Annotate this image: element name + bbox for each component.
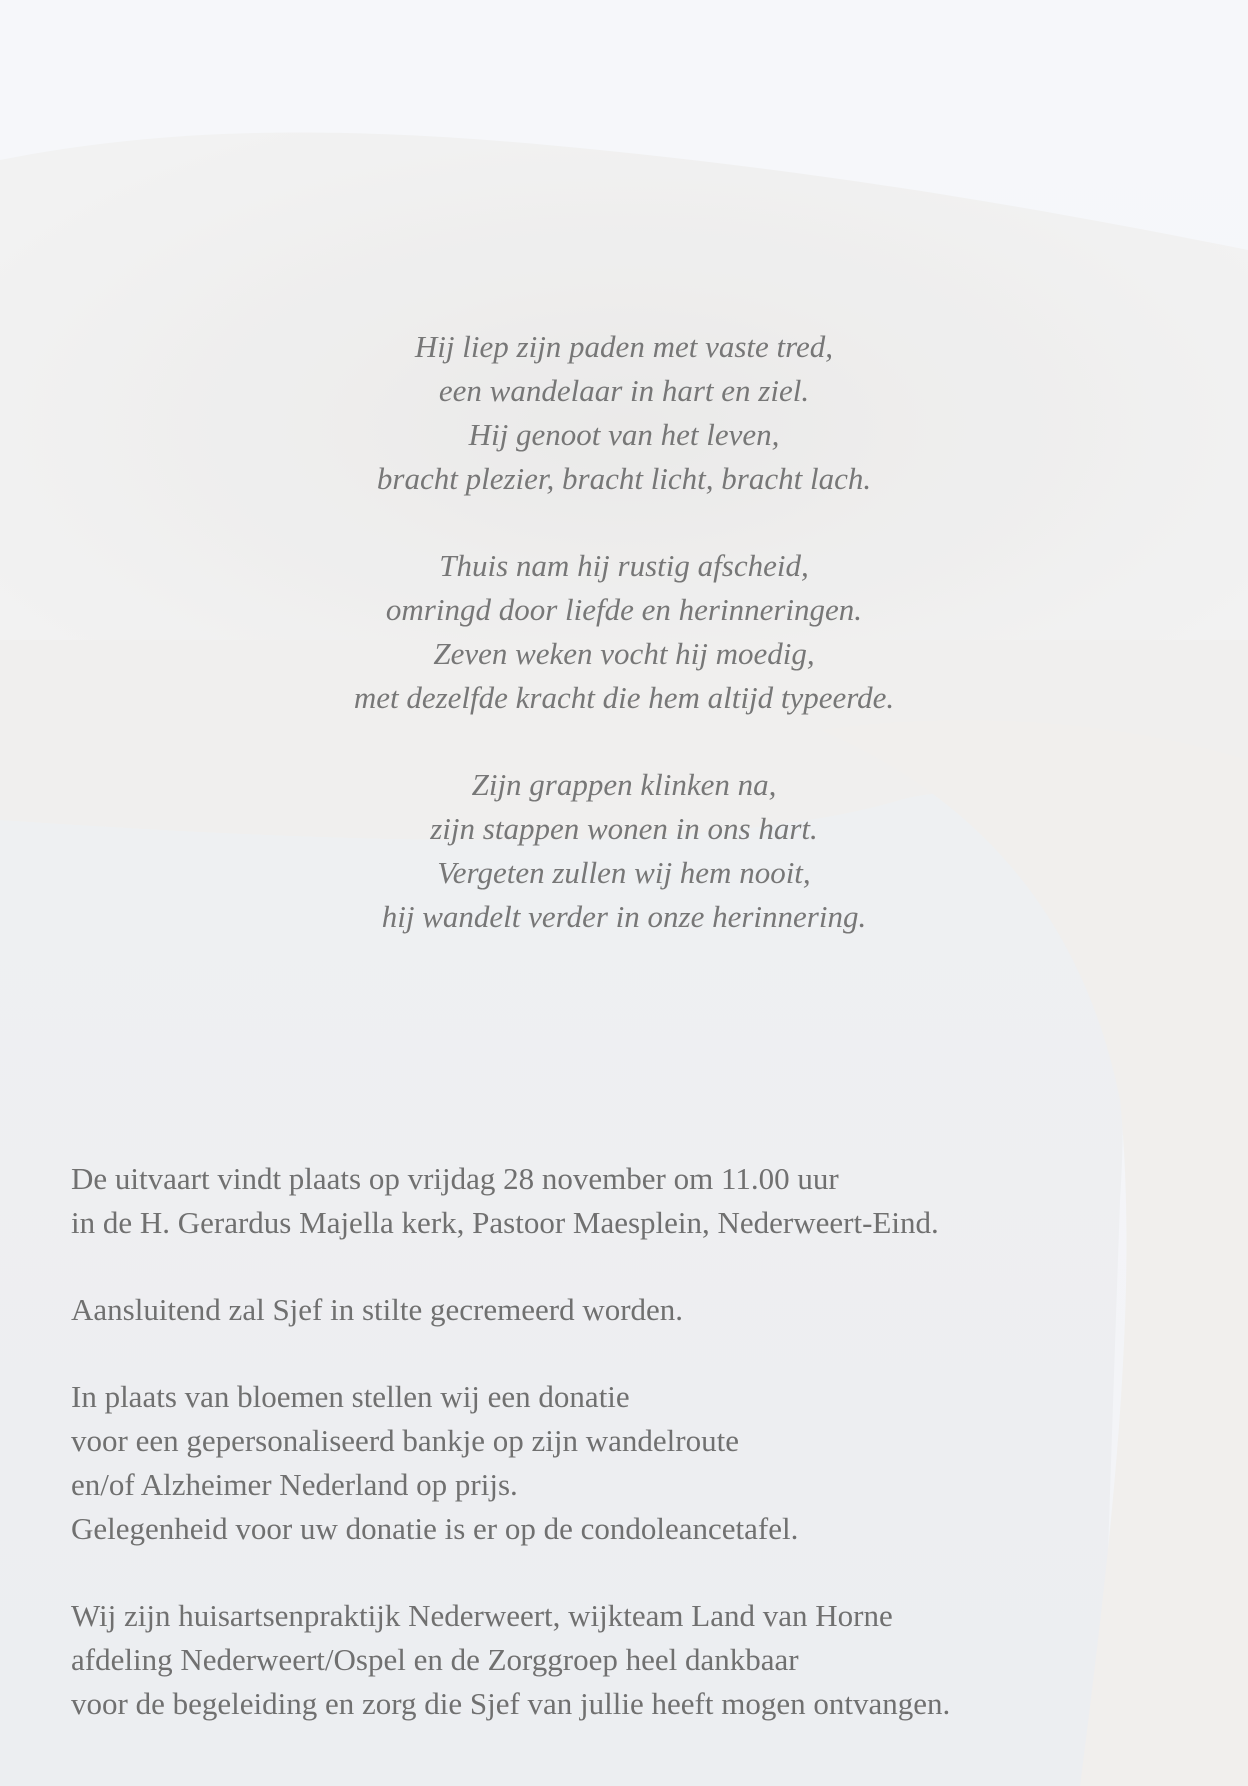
funeral-information (71, 1157, 1191, 1769)
info-line: voor een gepersonaliseerd bankje op zijn wandelroute (71, 1423, 739, 1458)
info-line: In plaats van bloemen stellen wij een donatie (71, 1379, 630, 1414)
poem-line: met dezelfde kracht die hem altijd typeerde. (353, 680, 895, 715)
memorial-poem (0, 325, 1248, 982)
poem-line: Hij liep zijn paden met vaste tred, (414, 329, 834, 364)
info-line: voor de begeleiding en zorg die Sjef van jullie heeft mogen ontvangen. (71, 1686, 951, 1721)
poem-line: omringd door liefde en herinneringen. (385, 592, 863, 627)
donation-paragraph (71, 1375, 1191, 1551)
info-line: in de H. Gerardus Majella kerk, Pastoor Maesplein, Nederweert-Eind. (71, 1205, 939, 1240)
poem-stanza (0, 544, 1248, 720)
poem-line: Vergeten zullen wij hem nooit, (437, 855, 811, 890)
poem-line: Zijn grappen klinken na, (471, 767, 777, 802)
info-line: afdeling Nederweert/Ospel en de Zorggroep heel dankbaar (71, 1642, 799, 1677)
poem-line: Zeven weken vocht hij moedig, (433, 636, 815, 671)
funeral-details-paragraph (71, 1157, 1191, 1245)
poem-stanza (0, 763, 1248, 939)
poem-line: Hij genoot van het leven, (468, 417, 780, 452)
info-line: De uitvaart vindt plaats op vrijdag 28 november om 11.00 uur (71, 1161, 839, 1196)
poem-line: zijn stappen wonen in ons hart. (430, 811, 818, 846)
poem-line: bracht plezier, bracht licht, bracht lach. (376, 461, 872, 496)
poem-stanza (0, 325, 1248, 501)
info-line: Gelegenheid voor uw donatie is er op de condoleancetafel. (71, 1511, 799, 1546)
poem-line: hij wandelt verder in onze herinnering. (381, 899, 867, 934)
info-line: en/of Alzheimer Nederland op prijs. (71, 1467, 518, 1502)
cremation-paragraph (71, 1288, 1191, 1332)
thanks-paragraph (71, 1594, 1191, 1726)
info-line: Aansluitend zal Sjef in stilte gecremeerd worden. (71, 1292, 684, 1327)
poem-line: een wandelaar in hart en ziel. (438, 373, 810, 408)
info-line: Wij zijn huisartsenpraktijk Nederweert, wijkteam Land van Horne (71, 1598, 893, 1633)
poem-line: Thuis nam hij rustig afscheid, (439, 548, 809, 583)
